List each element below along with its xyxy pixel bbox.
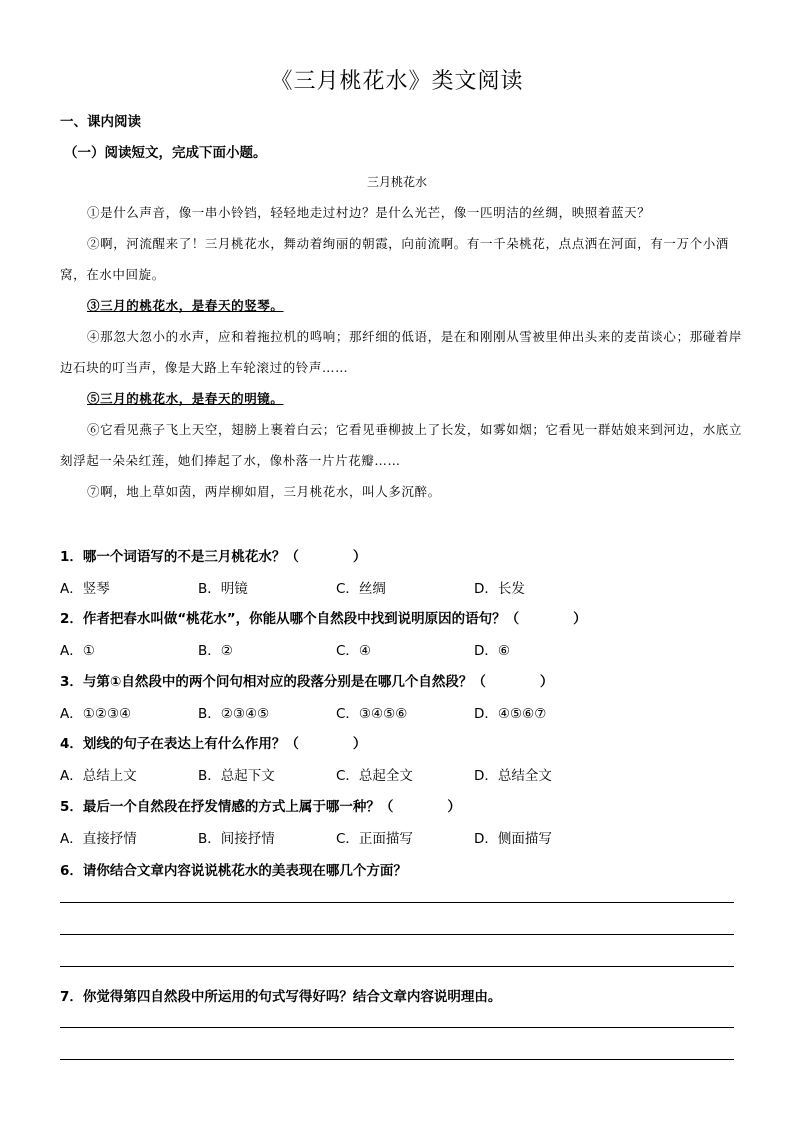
option-c[interactable]: C．丝绸 xyxy=(336,581,386,597)
option-b[interactable]: B．②③④⑤ xyxy=(198,706,270,722)
option-d[interactable]: D．④⑤⑥⑦ xyxy=(474,706,547,722)
question-6: 6．请你结合文章内容说说桃花水的美表现在哪几个方面？ xyxy=(60,863,407,879)
answer-line[interactable] xyxy=(60,966,734,967)
answer-line[interactable] xyxy=(60,1059,734,1060)
paragraph-4: ④那忽大忽小的水声，应和着拖拉机的鸣响；那纤细的低语，是在和刚刚从雪被里伸出头来的麦苗谈心；那碰着岸边石块的叮当声，像是大路上车轮滚过的铃声…… xyxy=(60,329,743,375)
page-title: 《三月桃花水》类文阅读 xyxy=(270,69,524,94)
option-a[interactable]: A．竖琴 xyxy=(60,581,110,597)
option-a[interactable]: A．①②③④ xyxy=(60,706,132,722)
option-a[interactable]: A．总结上文 xyxy=(60,768,137,784)
answer-line[interactable] xyxy=(60,934,734,935)
paragraph-2: ②啊，河流醒来了！三月桃花水，舞动着绚丽的朝霞，向前流啊。有一千朵桃花，点点洒在河面，有一万个小酒窝，在水中回旋。 xyxy=(60,236,729,282)
option-d[interactable]: D．侧面描写 xyxy=(474,831,552,847)
question-3: 3．与第①自然段中的两个问句相对应的段落分别是在哪几个自然段？（ ） xyxy=(60,674,554,690)
option-a[interactable]: A．① xyxy=(60,643,95,659)
question-1: 1．哪一个词语写的不是三月桃花水？（ ） xyxy=(60,549,367,565)
question-7: 7．你觉得第四自然段中所运用的句式写得好吗？结合文章内容说明理由。 xyxy=(60,989,502,1005)
paragraph-5-underlined: ⑤三月的桃花水，是春天的明镜。 xyxy=(87,391,284,406)
answer-line[interactable] xyxy=(60,1027,734,1028)
option-b[interactable]: B．② xyxy=(198,643,233,659)
option-c[interactable]: C．④ xyxy=(336,643,372,659)
paragraph-1: ①是什么声音，像一串小铃铛，轻轻地走过村边？是什么光芒，像一匹明洁的丝绸，映照着蓝天？ xyxy=(87,205,651,220)
question-5: 5．最后一个自然段在抒发情感的方式上属于哪一种？（ ） xyxy=(60,799,461,815)
option-d[interactable]: D．长发 xyxy=(474,581,525,597)
answer-line[interactable] xyxy=(60,902,734,903)
option-c[interactable]: C．正面描写 xyxy=(336,831,413,847)
option-b[interactable]: B．总起下文 xyxy=(198,768,275,784)
question-2: 2．作者把春水叫做“桃花水”，你能从哪个自然段中找到说明原因的语句？（ ） xyxy=(60,611,587,627)
story-title: 三月桃花水 xyxy=(366,175,427,189)
option-a[interactable]: A．直接抒情 xyxy=(60,831,137,847)
option-d[interactable]: D．⑥ xyxy=(474,643,510,659)
option-b[interactable]: B．明镜 xyxy=(198,581,248,597)
paragraph-3-underlined: ③三月的桃花水，是春天的竖琴。 xyxy=(87,298,284,313)
paragraph-7: ⑦啊，地上草如茵，两岸柳如眉，三月桃花水，叫人多沉醉。 xyxy=(87,484,441,499)
option-c[interactable]: C．总起全文 xyxy=(336,768,413,784)
paragraph-6: ⑥它看见燕子飞上天空，翅膀上裹着白云；它看见垂柳披上了长发，如雾如烟；它看见一群姑娘来到河边，水底立刻浮起一朵朵红莲，她们捧起了水，像朴落一片片花瓣…… xyxy=(60,422,743,468)
option-c[interactable]: C．③④⑤⑥ xyxy=(336,706,408,722)
section-instruction: （一）阅读短文，完成下面小题。 xyxy=(64,145,267,161)
option-d[interactable]: D．总结全文 xyxy=(474,768,552,784)
option-b[interactable]: B．间接抒情 xyxy=(198,831,275,847)
question-4: 4．划线的句子在表达上有什么作用？（ ） xyxy=(60,736,367,752)
section-heading: 一、课内阅读 xyxy=(60,114,141,130)
